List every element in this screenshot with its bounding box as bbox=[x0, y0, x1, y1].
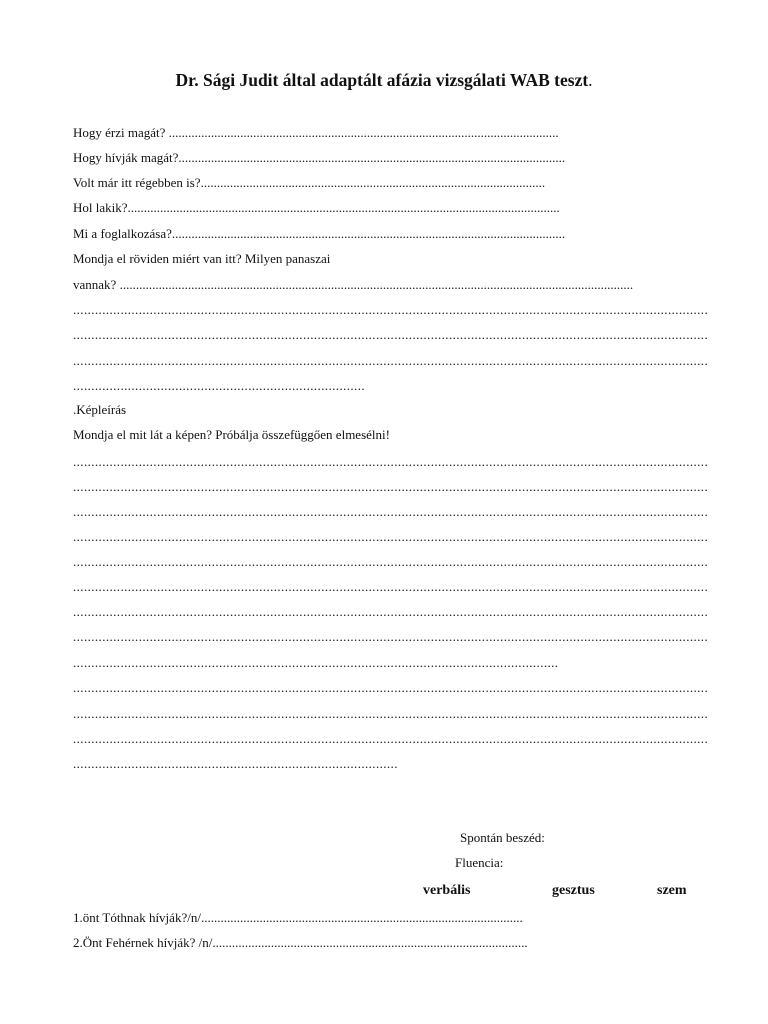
question-row bbox=[73, 225, 565, 243]
document-title bbox=[0, 70, 768, 91]
title-text: Dr. Sági Judit által adaptált afázia vizsgálati WAB teszt bbox=[175, 70, 589, 90]
question-label: Hol lakik? bbox=[73, 200, 128, 215]
answer-dotted-line[interactable]: .............................................................................................................................................................................. bbox=[73, 327, 709, 342]
answer-dotted-line[interactable]: ........................................................................................................................ bbox=[168, 125, 559, 140]
answer-dotted-line[interactable]: .............................................................................................................................................................................. bbox=[73, 706, 709, 721]
question-label: Hogy hívják magát? bbox=[73, 150, 179, 165]
question-label: Hogy érzi magát? bbox=[73, 125, 169, 140]
section-heading: .Képleírás bbox=[73, 402, 127, 417]
fluency-label: Fluencia: bbox=[455, 855, 504, 870]
answer-dotted-line[interactable]: .............................................................................................................................................................................. bbox=[73, 504, 709, 519]
answer-dotted-line[interactable]: .............................................................................................................................................................................. bbox=[73, 629, 709, 644]
test-item-row bbox=[73, 934, 593, 952]
answer-dotted-line[interactable]: .............................................................................................................................................................................. bbox=[73, 302, 709, 317]
answer-dotted-line[interactable]: .............................................................................................................................................................................. bbox=[73, 554, 709, 569]
answer-dotted-line[interactable]: ................................................................................................... bbox=[200, 910, 523, 925]
answer-dotted-line[interactable]: ..................................................................................................................................... bbox=[73, 655, 559, 670]
test-item-label: 1.önt Tóthnak hívják?/n/ bbox=[73, 910, 201, 925]
answer-dotted-line[interactable]: ..................................................................................................................................... bbox=[127, 200, 560, 215]
picture-instruction: Mondja el mit lát a képen? Próbálja összefüggően elmesélni! bbox=[73, 427, 390, 442]
question-row bbox=[73, 124, 559, 142]
question-row bbox=[73, 199, 560, 217]
complaint-label: vannak? bbox=[73, 277, 120, 292]
answer-dotted-line[interactable]: ....................................................................................................................... bbox=[178, 150, 566, 165]
complaint-question: Mondja el röviden miért van itt? Milyen panaszai bbox=[73, 251, 331, 266]
question-label: Volt már itt régebben is? bbox=[73, 175, 201, 190]
answer-dotted-line[interactable]: .............................................................................................................................................................. bbox=[119, 277, 634, 292]
test-item-label: 2.Önt Fehérnek hívják? /n/ bbox=[73, 935, 213, 950]
spontaneous-speech-label: Spontán beszéd: bbox=[460, 830, 545, 845]
test-item-row bbox=[73, 909, 593, 927]
answer-dotted-line[interactable]: .............................................................................................................................................................................. bbox=[73, 731, 709, 746]
question-row bbox=[73, 149, 565, 167]
answer-dotted-line[interactable]: .............................................................................................................................................................................. bbox=[73, 479, 709, 494]
column-verbal: verbális bbox=[423, 883, 471, 898]
column-gesture: gesztus bbox=[552, 883, 595, 898]
answer-dotted-line[interactable]: ......................................................................................... bbox=[73, 756, 398, 771]
answer-dotted-line[interactable]: ................................................................................ bbox=[73, 378, 365, 393]
answer-dotted-line[interactable]: .............................................................................................................................................................................. bbox=[73, 529, 709, 544]
answer-dotted-line[interactable]: ................................................................................................. bbox=[212, 935, 528, 950]
column-eye: szem bbox=[657, 883, 687, 898]
title-period: . bbox=[588, 70, 593, 90]
answer-dotted-line[interactable]: .......................................................................................................... bbox=[200, 175, 546, 190]
question-label: Mi a foglalkozása? bbox=[73, 226, 172, 241]
question-row bbox=[73, 174, 545, 192]
answer-dotted-line[interactable]: .............................................................................................................................................................................. bbox=[73, 454, 709, 469]
answer-dotted-line[interactable]: .............................................................................................................................................................................. bbox=[73, 680, 709, 695]
complaint-answer-row bbox=[73, 276, 693, 294]
answer-dotted-line[interactable]: .............................................................................................................................................................................. bbox=[73, 604, 709, 619]
answer-dotted-line[interactable]: .............................................................................................................................................................................. bbox=[73, 579, 709, 594]
answer-dotted-line[interactable]: ......................................................................................................................... bbox=[171, 226, 566, 241]
answer-dotted-line[interactable]: .............................................................................................................................................................................. bbox=[73, 353, 709, 368]
